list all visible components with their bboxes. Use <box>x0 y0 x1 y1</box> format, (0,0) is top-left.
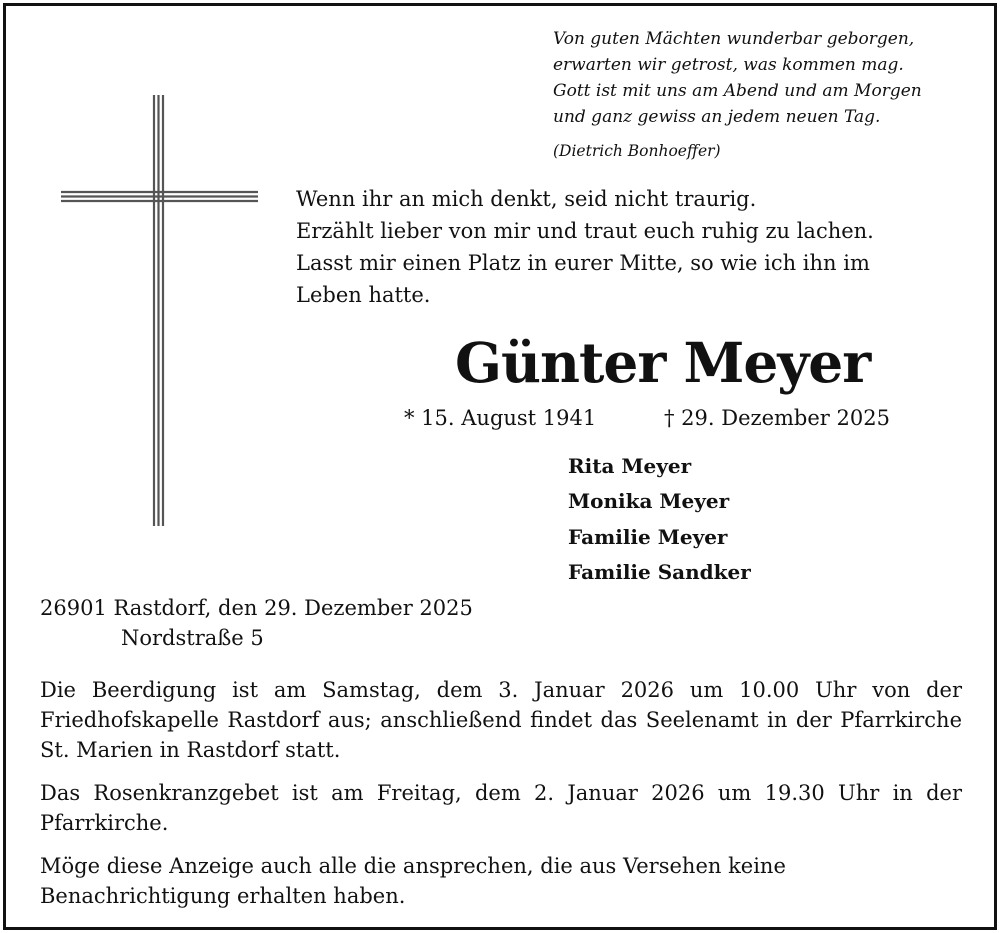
quote-line: Lasst mir einen Platz in eurer Mitte, so wie ich ihn im <box>296 251 870 275</box>
street-address: Nordstraße 5 <box>121 626 264 650</box>
place-date: 26901 Rastdorf, den 29. Dezember 2025 <box>40 596 473 620</box>
mourner: Monika Meyer <box>568 489 730 514</box>
rosary-paragraph: Das Rosenkranzgebet ist am Freitag, dem 2. Januar 2026 um 19.30 Uhr in der Pfarrkirche. <box>40 781 962 835</box>
funeral-paragraph: Die Beerdigung ist am Samstag, dem 3. Januar 2026 um 10.00 Uhr von der Friedhofskapelle Rastdorf aus; anschließend findet das Seelenamt in der Pfarrkirche St. Marien in Rastdorf statt. <box>40 678 962 762</box>
poem-line: und ganz gewiss an jedem neuen Tag. <box>553 107 881 127</box>
quote-line: Erzählt lieber von mir und traut euch ruhig zu lachen. <box>296 219 874 243</box>
mourner: Familie Sandker <box>568 559 751 584</box>
quote-line: Leben hatte. <box>296 283 431 307</box>
mourners-list <box>568 449 751 590</box>
poem-line: Gott ist mit uns am Abend und am Morgen <box>553 81 922 101</box>
poem-author: (Dietrich Bonhoeffer) <box>553 142 721 160</box>
death-date: † 29. Dezember 2025 <box>664 406 890 430</box>
poem-line: erwarten wir getrost, was kommen mag. <box>553 55 904 75</box>
quote-line: Wenn ihr an mich denkt, seid nicht traurig. <box>296 187 757 211</box>
notice-paragraph: Möge diese Anzeige auch alle die ansprechen, die aus Versehen keine Benachrichtigung erhalten haben. <box>40 854 786 908</box>
mourner: Rita Meyer <box>568 454 692 478</box>
mourner: Familie Meyer <box>568 524 728 549</box>
poem <box>553 26 922 130</box>
birth-date: * 15. August 1941 <box>404 406 597 430</box>
quote <box>296 183 874 311</box>
deceased-name: Günter Meyer <box>455 330 871 395</box>
poem-line: Von guten Mächten wunderbar geborgen, <box>553 29 915 49</box>
cross-icon <box>56 90 266 530</box>
